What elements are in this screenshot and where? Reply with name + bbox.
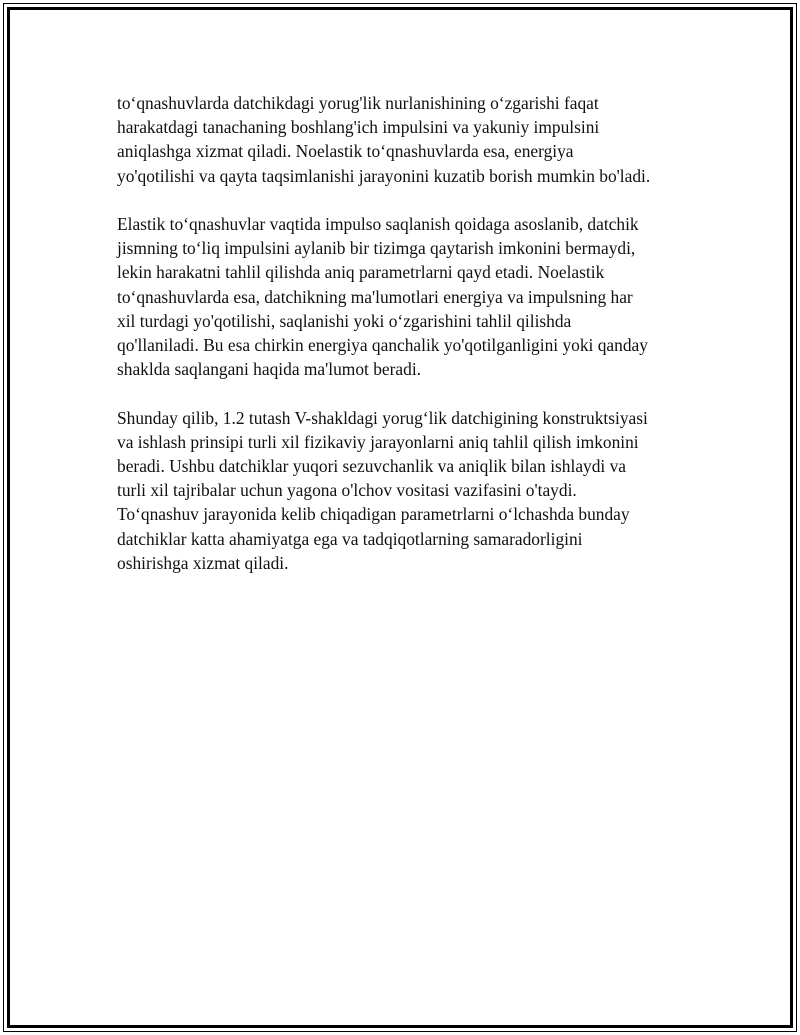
paragraph-2: Elastik to‘qnashuvlar vaqtida impulso saqlanish qoidaga asoslanib, datchik jismning to‘liq impulsini aylanib bir tizimga qaytarish imkonini bermaydi, lekin harakatni tahlil qilishda aniq parametrlarni qayd etadi. Noelastik to‘qnashuvlarda esa, datchikning ma'lumotlari energiya va impulsning har xil turdagi yo'qotilishi, saqlanishi yoki o‘zgarishini tahlil qilishda qo'llaniladi. Bu esa chirkin energiya qanchalik yo'qotilganligini yoki qanday shaklda saqlangani haqida ma'lumot beradi. — [117, 214, 648, 380]
paragraph-1: to‘qnashuvlarda datchikdagi yorug'lik nurlanishining o‘zgarishi faqat harakatdagi tanachaning boshlang'ich impulsini va yakuniy impulsini aniqlashga xizmat qiladi. Noelastik to‘qnashuvlarda esa, energiya yo'qotilishi va qayta taqsimlanishi jarayonini kuzatib borish mumkin bo'ladi. — [117, 93, 651, 186]
document-body — [117, 91, 697, 599]
paragraph-3: Shunday qilib, 1.2 tutash V-shakldagi yorug‘lik datchigining konstruktsiyasi va ishlash prinsipi turli xil fizikaviy jarayonlarni aniq tahlil qilish imkonini beradi. Ushbu datchiklar yuqori sezuvchanlik va aniqlik bilan ishlaydi va turli xil tajribalar uchun yagona o'lchov vositasi vazifasini o'taydi. To‘qnashuv jarayonida kelib chiqadigan parametrlarni o‘lchashda bunday datchiklar katta ahamiyatga ega va tadqiqotlarning samaradorligini oshirishga xizmat qiladi. — [117, 407, 648, 573]
